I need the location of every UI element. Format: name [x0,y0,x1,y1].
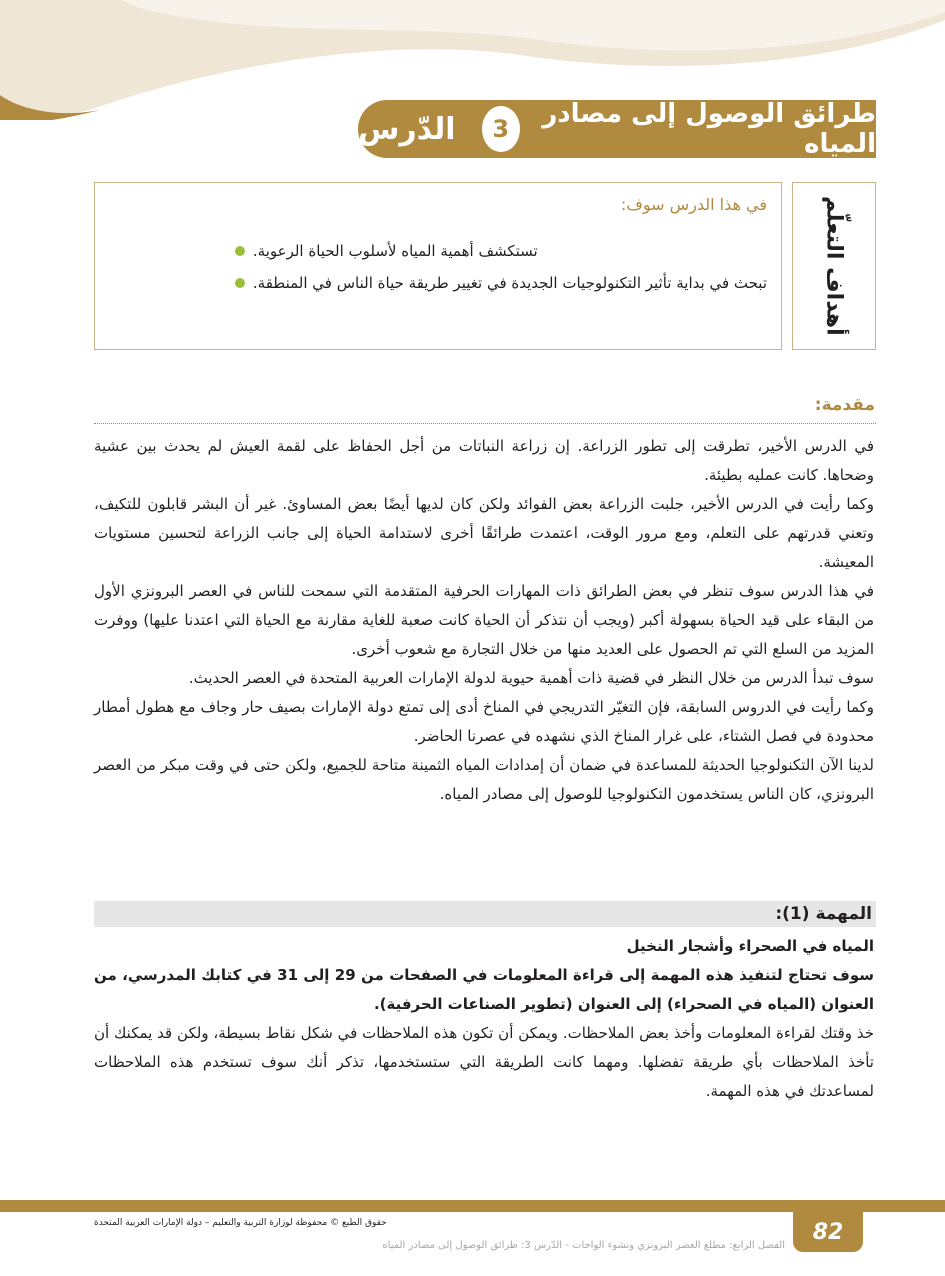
bullet-icon [235,246,245,256]
task-instruction: سوف تحتاج لتنفيذ هذه المهمة إلى قراءة المعلومات في الصفحات من 29 إلى 31 في كتابك المدرسي، من العنوان (المياه في الصحراء) إلى العنوان (تطوير الصناعات الحرفية). [94,966,874,1013]
lesson-label: الدّرس [358,111,456,147]
learning-goals-label: أهداف التعلّم [821,196,847,336]
footer-bar [0,1200,945,1212]
learning-goals-label-box [792,182,876,350]
task-heading-bar [94,901,876,927]
paragraph: في الدرس الأخير، تطرقت إلى تطور الزراعة. إن زراعة النباتات من أجل الحفاظ على لقمة العيش لم يحدث بين عشية وضحاها. كانت عمليه بطيئة. [94,437,874,484]
list-item: تستكشف أهمية المياه لأسلوب الحياة الرعوية. [235,235,767,267]
bullet-icon [235,278,245,288]
lesson-banner [358,100,876,158]
paragraph: وكما رأيت في الدرس الأخير، جلبت الزراعة بعض الفوائد ولكن كان لديها أيضًا بعض المساوئ. غير أن البشر قابلون للتكيف، وتعني قدرتهم على التعلم، ومع مرور الوقت، اعتمدت طرائقًا أخرى لاستدامة الحياة إلى جانب الزراعة لتحسين مستويات المعيشة. [94,495,874,571]
section-divider [94,423,876,424]
intro-text [94,432,874,809]
task-body: خذ وقتك لقراءة المعلومات وأخذ بعض الملاحظات. ويمكن أن تكون هذه الملاحظات في شكل نقاط بسيطة، ولكن قد يمكنك أن تأخذ الملاحظات بأي طريقة تفضلها. ومهما كانت الطريقة التي ستستخدمها، تذكر أنك سوف تستخدم هذه الملاحظات لمساعدتك في هذه المهمة. [94,1024,874,1100]
list-item: تبحث في بداية تأثير التكنولوجيات الجديدة في تغيير طريقة حياة الناس في المنطقة. [235,267,767,299]
task-heading: المهمة (1): [775,904,872,924]
page-number: 82 [793,1212,863,1252]
paragraph: سوف تبدأ الدرس من خلال النظر في قضية ذات أهمية حيوية لدولة الإمارات العربية المتحدة في العصر الحديث. [188,669,874,687]
task-subheading: المياه في الصحراء وأشجار النخيل [626,937,874,955]
copyright-text: حقوق الطبع © محفوظة لوزارة التربية والتعليم – دولة الإمارات العربية المتحدة [94,1218,387,1228]
paragraph: وكما رأيت في الدروس السابقة، فإن التغيّر التدريجي في المناخ أدى إلى تمتع دولة الإمارات بصيف حار وجاف مع هطول أمطار محدودة في فصل الشتاء، على غرار المناخ الذي نشهده في عصرنا الحاضر. [94,698,874,745]
learning-goals-box [94,182,782,350]
paragraph: لدينا الآن التكنولوجيا الحديثة للمساعدة في ضمان أن إمدادات المياه الثمينة متاحة للجميع، ولكن حتى في وقت مبكر من العصر البرونزي، كان الناس يستخدمون التكنولوجيا للوصول إلى مصادر المياه. [94,756,874,803]
task-text [94,932,874,1106]
lesson-title: طرائق الوصول إلى مصادر المياه [542,99,876,159]
goals-list [235,235,767,299]
intro-heading: مقدمة: [814,395,875,415]
paragraph: في هذا الدرس سوف تنظر في بعض الطرائق ذات المهارات الحرفية المتقدمة التي سمحت للناس في العصر البرونزي الأول من البقاء على قيد الحياة بسهولة أكبر (ويجب أن نتذكر أن الحياة كانت صعبة للغاية مقارنة مع الحياة التي اعتدنا عليها) ووفرت المزيد من السلع التي تم الحصول على العديد منها من خلال التجارة مع شعوب أخرى. [94,582,874,658]
goals-intro: في هذا الدرس سوف: [620,195,767,214]
lesson-number-badge: 3 [482,106,520,152]
chapter-caption: الفصل الرابع: مطلع العصر البرونزي ونشوء الواحات - الدّرس 3: طرائق الوصول إلى مصادر المياه [382,1240,785,1251]
